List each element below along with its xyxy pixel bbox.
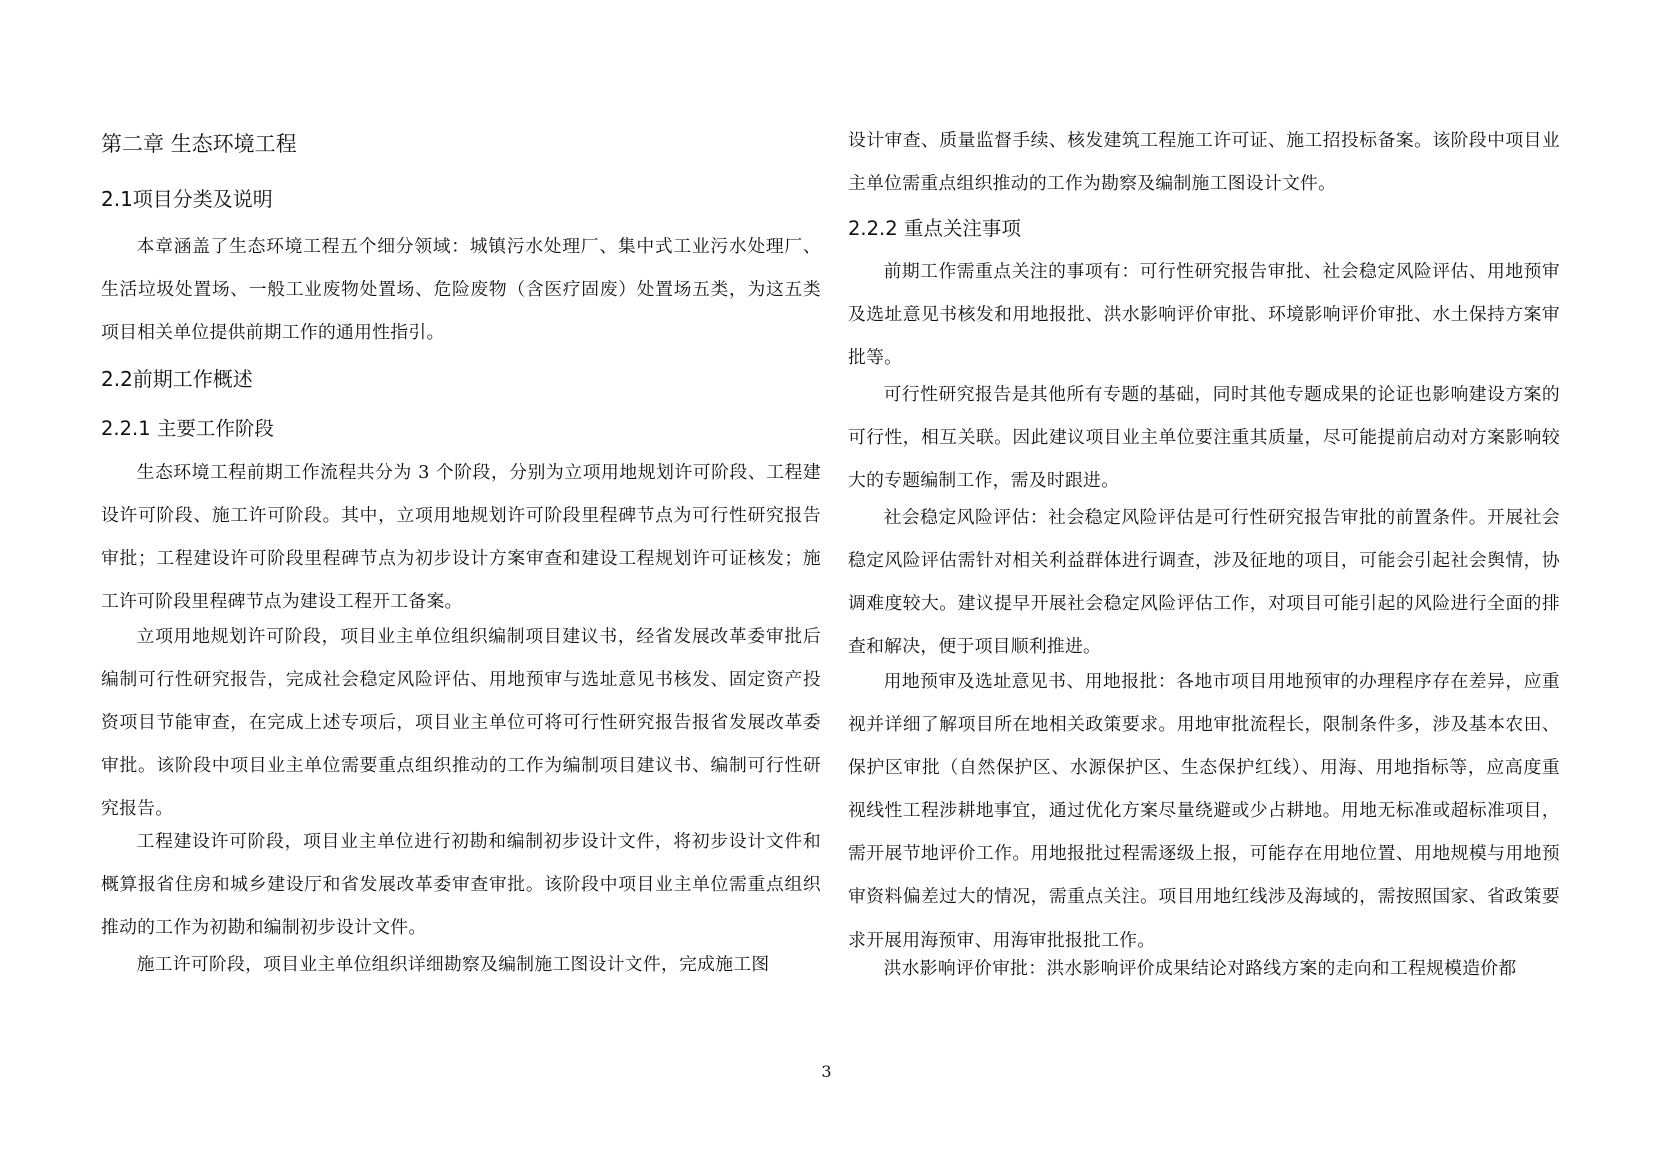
focus-paragraph: 前期工作需重点关注的事项有：可行性研究报告审批、社会稳定风险评估、用地预审及选址意见书核发和用地报批、洪水影响评价审批、环境影响评价审批、水土保持方案审批等。: [848, 261, 1560, 369]
chapter-title: 第二章 生态环境工程: [101, 132, 297, 156]
lixiang-paragraph: 立项用地规划许可阶段，项目业主单位组织编制项目建议书，经省发展改革委审批后编制可行性研究报告，完成社会稳定风险评估、用地预审与选址意见书核发、固定资产投资项目节能审查，在完成上述专项后，项目业主单位可将可行性研究报告报省发展改革委审批。该阶段中项目业主单位需要重点组织推动的工作为编制项目建议书、编制可行性研究报告。: [101, 626, 821, 820]
page-number: 3: [821, 1062, 832, 1081]
section-2-2-heading: 2.2前期工作概述: [101, 367, 253, 391]
risk-paragraph: 社会稳定风险评估：社会稳定风险评估是可行性研究报告审批的前置条件。开展社会稳定风险评估需针对相关利益群体进行调查，涉及征地的项目，可能会引起社会舆情，协调难度较大。建议提早开展社会稳定风险评估工作，对项目可能引起的风险进行全面的排查和解决，便于项目顺利推进。: [848, 507, 1560, 658]
land-paragraph: 用地预审及选址意见书、用地报批：各地市项目用地预审的办理程序存在差异，应重视并详细了解项目所在地相关政策要求。用地审批流程长，限制条件多，涉及基本农田、保护区审批（自然保护区、水源保护区、生态保护红线）、用海、用地指标等，应高度重视线性工程涉耕地事宜，通过优化方案尽量绕避或少占耕地。用地无标准或超标准项目，需开展节地评价工作。用地报批过程需逐级上报，可能存在用地位置、用地规模与用地预审资料偏差过大的情况，需重点关注。项目用地红线涉及海域的，需按照国家、省政策要求开展用海预审、用海审批报批工作。: [848, 671, 1560, 951]
stages-paragraph: 生态环境工程前期工作流程共分为 3 个阶段，分别为立项用地规划许可阶段、工程建设许可阶段、施工许可阶段。其中，立项用地规划许可阶段里程碑节点为可行性研究报告审批；工程建设许可阶段里程碑节点为初步设计方案审查和建设工程规划许可证核发；施工许可阶段里程碑节点为建设工程开工备案。: [101, 462, 821, 613]
section-2-1-paragraph: 本章涵盖了生态环境工程五个细分领域：城镇污水处理厂、集中式工业污水处理厂、生活垃圾处置场、一般工业废物处置场、危险废物（含医疗固废）处置场五类，为这五类项目相关单位提供前期工作的通用性指引。: [101, 236, 821, 344]
section-2-2-2-heading: 2.2.2 重点关注事项: [848, 217, 1021, 240]
gongcheng-paragraph: 工程建设许可阶段，项目业主单位进行初勘和编制初步设计文件，将初步设计文件和概算报省住房和城乡建设厅和省发展改革委审查审批。该阶段中项目业主单位需重点组织推动的工作为初勘和编制初步设计文件。: [101, 831, 821, 939]
shigong-paragraph-continued: 设计审查、质量监督手续、核发建筑工程施工许可证、施工招投标备案。该阶段中项目业主单位需重点组织推动的工作为勘察及编制施工图设计文件。: [848, 130, 1560, 195]
section-2-1-heading: 2.1项目分类及说明: [101, 187, 273, 211]
shigong-paragraph-start: 施工许可阶段，项目业主单位组织详细勘察及编制施工图设计文件，完成施工图: [136, 954, 770, 975]
section-2-2-1-heading: 2.2.1 主要工作阶段: [101, 417, 274, 440]
feasibility-paragraph: 可行性研究报告是其他所有专题的基础，同时其他专题成果的论证也影响建设方案的可行性，相互关联。因此建议项目业主单位要注重其质量，尽可能提前启动对方案影响较大的专题编制工作，需及时跟进。: [848, 384, 1560, 492]
flood-paragraph-start: 洪水影响评价审批：洪水影响评价成果结论对路线方案的走向和工程规模造价都: [883, 958, 1517, 979]
